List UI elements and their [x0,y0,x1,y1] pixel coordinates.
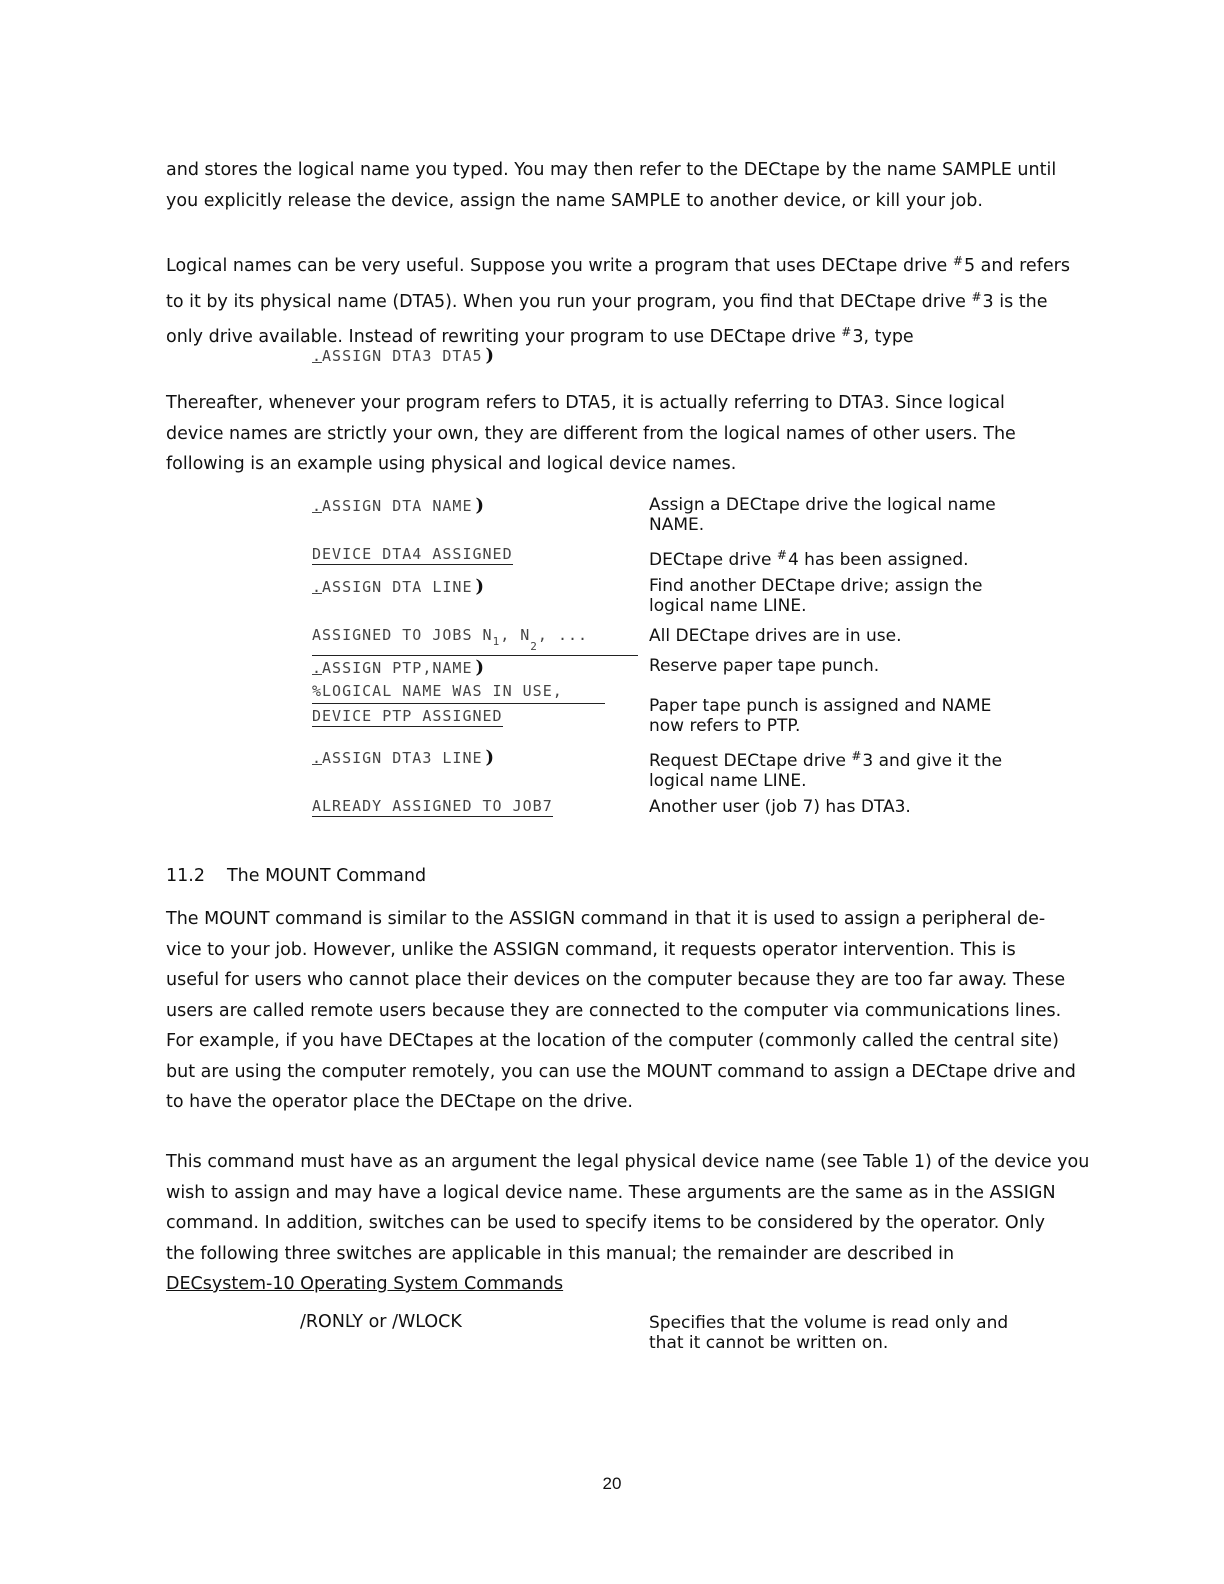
return-key-icon: ) [485,747,496,768]
text-line: but are using the computer remotely, you can use the MOUNT command to assign a DECtape drive and [166,1061,1076,1082]
page-number: 20 [602,1474,622,1493]
text-line: and stores the logical name you typed. You may then refer to the DECtape by the name SAMPLE until [166,160,1057,180]
paragraph-logical-names-useful [166,246,1070,353]
return-key-icon: ) [475,495,486,516]
paragraph-mount-intro [166,904,1076,1118]
example-description: Reserve paper tape punch. [649,656,880,676]
text-line: users are called remote users because they are connected to the computer via communications lines. [166,1000,1062,1021]
example-description: Assign a DECtape drive the logical name NAME. [649,495,996,535]
example-response: ALREADY ASSIGNED TO JOB7 [312,797,553,815]
example-description: Find another DECtape drive; assign the logical name LINE. [649,576,983,616]
command-example-assign-dta3: .ASSIGN DTA3 DTA5 ) [312,345,496,366]
text-line: the following three switches are applicable in this manual; the remainder are described in [166,1243,955,1264]
text-line: command. In addition, switches can be used to specify items to be considered by the operator. Only [166,1213,1045,1233]
example-command: .ASSIGN DTA LINE ) [312,576,486,597]
manual-reference: DECsystem-10 Operating System Commands [166,1274,564,1294]
example-description: Request DECtape drive #3 and give it the logical name LINE. [649,749,1003,791]
switch-name: /RONLY or /WLOCK [300,1312,462,1332]
text-line: to have the operator place the DECtape on the drive. [166,1092,633,1112]
paragraph-mount-arguments [166,1147,1090,1300]
text-line: only drive available. Instead of rewriting your program to use DECtape drive #3, type [166,325,914,347]
return-key-icon: ) [475,576,486,597]
example-description: Another user (job 7) has DTA3. [649,797,911,817]
example-command: .ASSIGN PTP,NAME ) [312,657,486,678]
text-line: Thereafter, whenever your program refers to DTA5, it is actually referring to DTA3. Since logical [166,393,1005,413]
text-line: to it by its physical name (DTA5). When you run your program, you find that DECtape drive #3 is the [166,289,1048,312]
example-description: All DECtape drives are in use. [649,626,902,646]
paragraph-logical-name-intro [166,155,1066,216]
section-heading [166,866,426,886]
example-description: DECtape drive #4 has been assigned. [649,548,969,570]
text-line: following is an example using physical and logical device names. [166,454,737,474]
text-line: For example, if you have DECtapes at the location of the computer (commonly called the central site) [166,1031,1059,1051]
section-title: The MOUNT Command [226,866,427,886]
text-line: vice to your job. However, unlike the ASSIGN command, it requests operator intervention. This is [166,939,1016,960]
paragraph-thereafter [166,388,1066,480]
text-line: useful for users who cannot place their devices on the computer because they are too far away. These [166,970,1066,990]
example-description: Paper tape punch is assigned and NAME now refers to PTP. [649,696,992,736]
example-response: %LOGICAL NAME WAS IN USE, DEVICE PTP ASSIGNED [312,679,605,728]
section-number: 11.2 [166,866,205,886]
text-line: The MOUNT command is similar to the ASSIGN command in that it is used to assign a peripheral de- [166,909,1046,929]
example-response: DEVICE DTA4 ASSIGNED [312,545,513,563]
example-command: .ASSIGN DTA NAME ) [312,495,486,516]
return-key-icon: ) [475,657,486,678]
example-command: .ASSIGN DTA3 LINE ) [312,747,496,768]
example-response: ASSIGNED TO JOBS $N_1$, $N_2$, ... [312,626,638,656]
text-line: This command must have as an argument the legal physical device name (see Table 1) of the device you [166,1152,1090,1172]
return-key-icon: ) [485,345,496,366]
text-line: you explicitly release the device, assign the name SAMPLE to another device, or kill your job. [166,190,983,211]
text-line: Logical names can be very useful. Suppose you write a program that uses DECtape drive #5 and refers [166,254,1070,276]
switch-description: Specifies that the volume is read only and that it cannot be written on. [649,1313,1009,1353]
text-line: wish to assign and may have a logical device name. These arguments are the same as in the ASSIGN [166,1182,1056,1203]
text-line: device names are strictly your own, they are different from the logical names of other users. The [166,423,1016,444]
